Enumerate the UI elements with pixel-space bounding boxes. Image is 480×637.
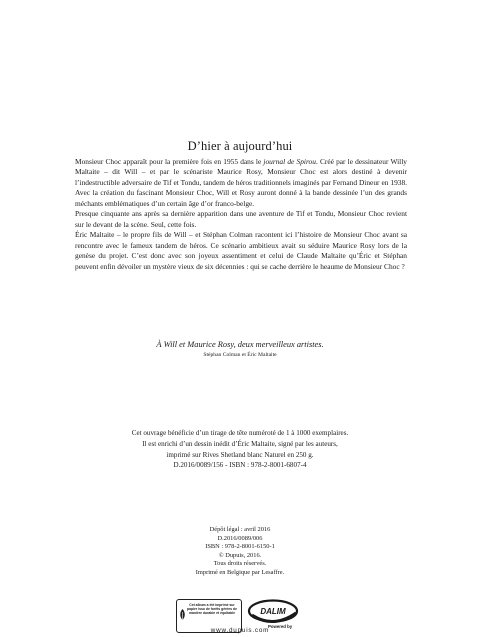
legal-line: ISBN : 978-2-8001-6150-1	[205, 543, 275, 551]
dedication: À Will et Maurice Rosy, deux merveilleux artistes.	[156, 340, 324, 349]
edition-line: Il est enrichi d’un dessin inédit d’Éric Maltaite, signé par les auteurs,	[142, 439, 338, 448]
page-title: D’hier à aujourd’hui	[187, 139, 293, 153]
legal-line: © Dupuis, 2016.	[218, 551, 262, 559]
legal-notice	[0, 526, 480, 578]
intro-paragraph-3: Éric Maltaite – le propre fils de Will – et Stéphan Colman racontent ici l’histoire de Monsieur Choc avant sa rencontre avec le fameux tandem de héros. Ce scénario ambitieux avait su séduire Maurice Rosy lors de la genèse du projet. C’est donc avec son joyeux assentiment et celui de Claude Maltaite qu’Éric et Stéphan peuvent enfin dévoiler un mystère vieux de six décennies : qui se cache derrière le heaume de Monsieur Choc ?	[75, 230, 407, 271]
publisher-url[interactable]: www.dupuis.com	[210, 627, 270, 634]
journal-title: journal de Spirou	[263, 157, 316, 166]
intro-text	[75, 157, 407, 272]
intro-paragraph-2: Presque cinquante ans après sa dernière apparition dans une aventure de Tif et Tondu, Monsieur Choc revient sur le devant de la scène. Seul, cette fois.	[75, 209, 407, 229]
legal-line: Imprimé en Belgique par Lesaffre.	[195, 568, 285, 576]
dedication-signers: Stéphan Colman et Éric Maltaite	[203, 352, 277, 358]
legal-line: Dépôt légal : avril 2016	[209, 526, 271, 533]
edition-line: imprimé sur Rives Shetland blanc Naturel en 250 g.	[166, 450, 314, 459]
limited-edition-notice	[0, 428, 480, 471]
legal-line: Tous droits réservés.	[213, 560, 267, 568]
intro-paragraph-1: Monsieur Choc apparaît pour la première fois en 1955 dans le journal de Spirou. Créé par le dessinateur Willy Maltaite – dit Will – et par le scénariste Maurice Rosy, Monsieur Choc est alors destiné à devenir l’indestructible adversaire de Tif et Tondu, tandem de héros traditionnels imaginés par Fernand Dineur en 1938. Avec la création du fascinant Monsieur Choc, Will et Rosy auront donné à la bande dessinée l’un des grands méchants emblématiques d’un certain âge d’or franco-belge.	[75, 157, 407, 208]
eco-label-text: Cet album a été imprimé sur papier issu de forêts gérées de manière durable et équitable	[187, 603, 237, 616]
edition-line: D.2016/0089/156 - ISBN : 978-2-8001-6807-4	[173, 461, 307, 470]
dalim-logo-text: DALIM	[260, 607, 286, 616]
leaf-icon	[179, 608, 186, 622]
legal-line: D.2016/0089/006	[217, 534, 263, 542]
edition-line: Cet ouvrage bénéficie d’un tirage de tête numéroté de 1 à 1000 exemplaires.	[131, 429, 349, 437]
powered-by-label: Powered by	[268, 624, 293, 629]
